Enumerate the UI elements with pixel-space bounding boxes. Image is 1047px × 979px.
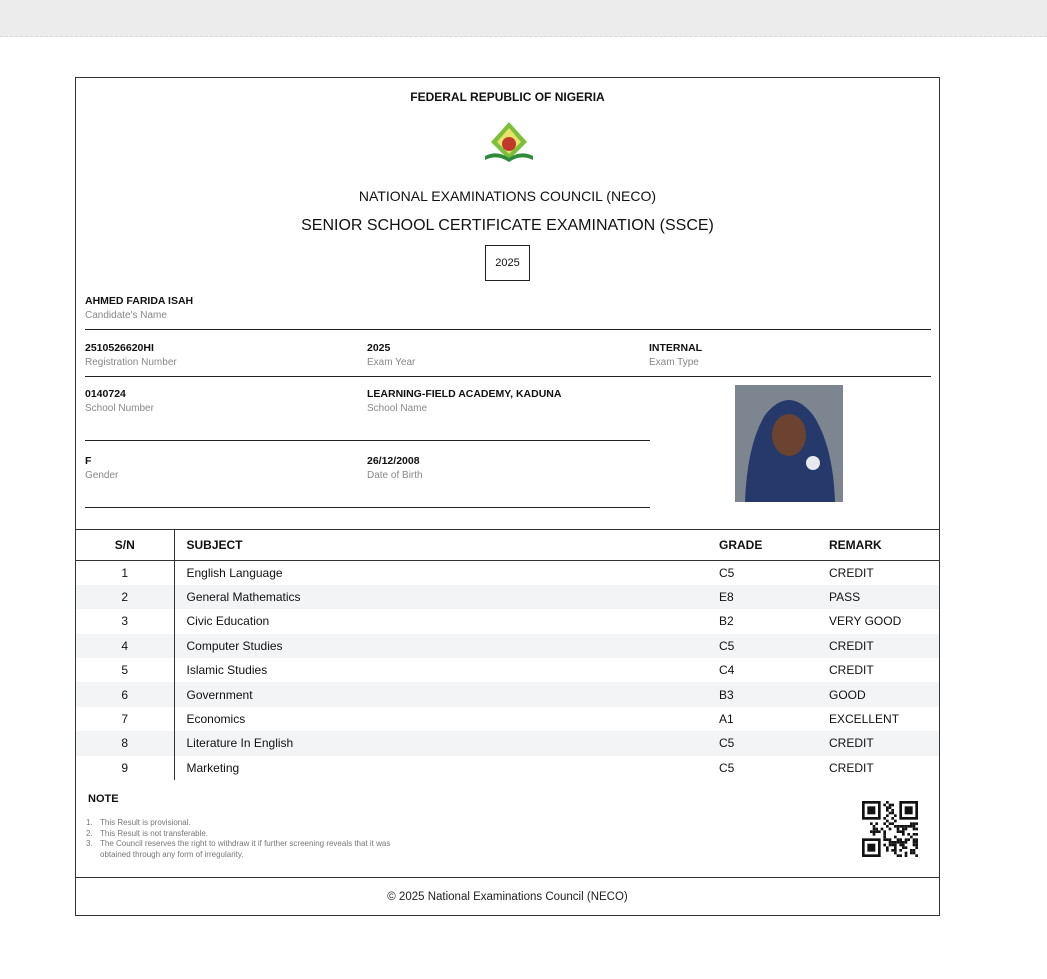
registration-number: 2510526620HI (85, 342, 154, 354)
table-row (76, 585, 939, 609)
subject-cell: Computer Studies (174, 634, 719, 658)
note-item: 2. This Result is not transferable. (86, 828, 209, 838)
table-row (76, 609, 939, 633)
candidate-name-label: Candidate's Name (85, 310, 167, 321)
header-grade: GRADE (719, 530, 829, 561)
school-number-label: School Number (85, 403, 154, 414)
subject-cell: Civic Education (186, 614, 270, 629)
remark-cell: GOOD (829, 682, 939, 706)
neco-logo-icon (483, 120, 535, 164)
browser-top-bar (0, 0, 1047, 37)
subject-cell: Islamic Studies (186, 663, 268, 678)
grade-cell: C4 (719, 663, 735, 678)
sn-cell: 5 (76, 658, 174, 682)
table-row (76, 682, 939, 706)
note-item: 1. This Result is provisional. (86, 818, 191, 827)
candidate-photo (735, 385, 843, 502)
country-title: FEDERAL REPUBLIC OF NIGERIA (410, 90, 605, 104)
qr-code-icon (862, 801, 918, 857)
grade-cell: C5 (719, 634, 829, 658)
divider (85, 507, 650, 508)
subject-cell: Literature In English (174, 731, 719, 755)
gender: F (85, 455, 92, 467)
exam-title: SENIOR SCHOOL CERTIFICATE EXAMINATION (SSCE) (301, 217, 714, 234)
date-of-birth: 26/12/2008 (367, 455, 420, 467)
candidate-name: AHMED FARIDA ISAH (85, 295, 194, 307)
sn-cell: 2 (76, 585, 174, 609)
subject-cell: General Mathematics (174, 585, 719, 609)
table-row (76, 756, 939, 780)
table-row (76, 658, 939, 682)
grade-cell: C5 (719, 565, 735, 580)
table-row (76, 634, 939, 658)
footer-copyright: © 2025 National Examinations Council (NECO) (76, 877, 939, 915)
table-row (76, 731, 939, 755)
grade-cell: C5 (719, 731, 829, 755)
sn-cell: 7 (76, 707, 174, 731)
sn-cell: 6 (76, 682, 174, 706)
subject-cell: English Language (186, 565, 283, 580)
sn-cell: 3 (76, 609, 174, 633)
exam-type-label: Exam Type (649, 357, 699, 368)
remark-cell: PASS (829, 585, 939, 609)
registration-number-label: Registration Number (85, 357, 177, 368)
note-title: NOTE (88, 793, 119, 805)
year-box: 2025 (485, 245, 530, 281)
results-table (76, 529, 939, 780)
subject-cell: Marketing (186, 760, 240, 775)
remark-cell: CREDIT (829, 663, 874, 678)
council-title: NATIONAL EXAMINATIONS COUNCIL (NECO) (358, 188, 657, 204)
table-row (76, 561, 939, 585)
exam-type: INTERNAL (649, 342, 703, 354)
note-list (86, 818, 400, 860)
subject-cell: Government (174, 682, 719, 706)
divider (85, 440, 650, 441)
divider (85, 376, 931, 377)
remark-cell: CREDIT (829, 731, 939, 755)
header-subject: SUBJECT (174, 530, 719, 561)
remark-cell: CREDIT (829, 760, 874, 775)
header-remark: REMARK (829, 530, 939, 561)
grade-cell: A1 (719, 712, 734, 727)
remark-cell: EXCELLENT (829, 712, 900, 727)
school-name-label: School Name (367, 403, 428, 414)
sn-cell: 8 (76, 731, 174, 755)
exam-year-label: Exam Year (367, 357, 416, 368)
grade-cell: E8 (719, 585, 829, 609)
school-number: 0140724 (85, 388, 126, 400)
remark-cell: CREDIT (829, 634, 939, 658)
grade-cell: B3 (719, 682, 829, 706)
exam-year: 2025 (367, 342, 391, 354)
gender-label: Gender (85, 470, 119, 481)
grade-cell: C5 (719, 760, 735, 775)
sn-cell: 1 (76, 561, 174, 585)
table-row (76, 707, 939, 731)
subject-cell: Economics (186, 712, 246, 727)
result-document (75, 77, 940, 916)
sn-cell: 4 (76, 634, 174, 658)
sn-cell: 9 (76, 756, 174, 780)
remark-cell: VERY GOOD (829, 614, 902, 629)
remark-cell: CREDIT (829, 565, 874, 580)
school-name: LEARNING-FIELD ACADEMY, KADUNA (367, 388, 562, 400)
table-header-row (76, 530, 939, 561)
date-of-birth-label: Date of Birth (367, 470, 423, 481)
note-item: 3. The Council reserves the right to withdraw it if further screening reveals that it was obtained through any form of irregularity. (86, 839, 391, 859)
header-sn: S/N (76, 530, 174, 561)
divider (85, 329, 931, 330)
grade-cell: B2 (719, 614, 734, 629)
